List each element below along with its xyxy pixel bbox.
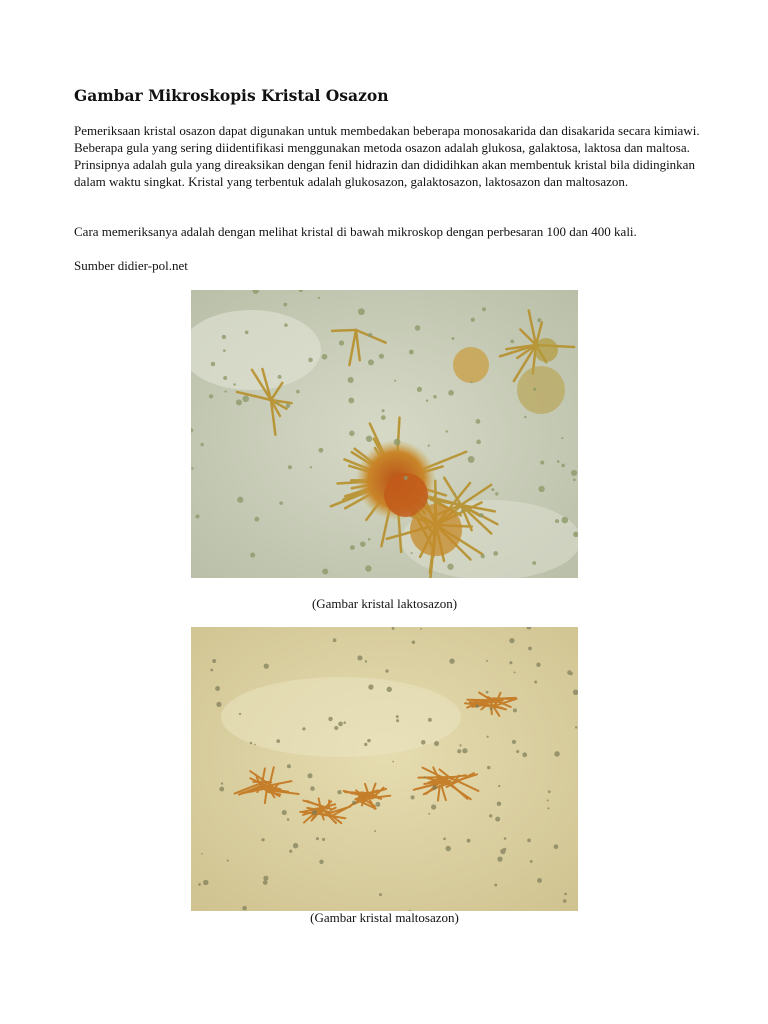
lactosazone-caption: (Gambar kristal laktosazon) [311, 596, 458, 611]
document-title: Gambar Mikroskopis Kristal Osazon [74, 86, 389, 105]
maltosazone-caption: (Gambar kristal maltosazon) [310, 910, 459, 925]
intro-paragraph: Pemeriksaan kristal osazon dapat digunakan untuk membedakan beberapa monosakarida dan disakarida secara kimiawi. Beberapa gula yang sering diidentifikasi menggunakan metoda osazon adalah glukosa, galaktosa, laktosa dan maltosa. Prinsipnya adalah gula yang direaksikan dengan fenil hidrazin dan dididihkan akan membentuk kristal bila didinginkan dalam waktu singkat. Kristal yang terbentuk adalah glukosazon, galaktosazon, laktosazon dan maltosazon. [74, 123, 700, 189]
source-line: Sumber didier-pol.net [74, 258, 188, 273]
lactosazone-image [191, 290, 578, 578]
maltosazone-image [191, 627, 578, 911]
maltosazone-micrograph [191, 627, 578, 911]
method-paragraph: Cara memeriksanya adalah dengan melihat kristal di bawah mikroskop dengan perbesaran 100 dan 400 kali. [74, 224, 637, 239]
lactosazone-micrograph [191, 290, 578, 578]
